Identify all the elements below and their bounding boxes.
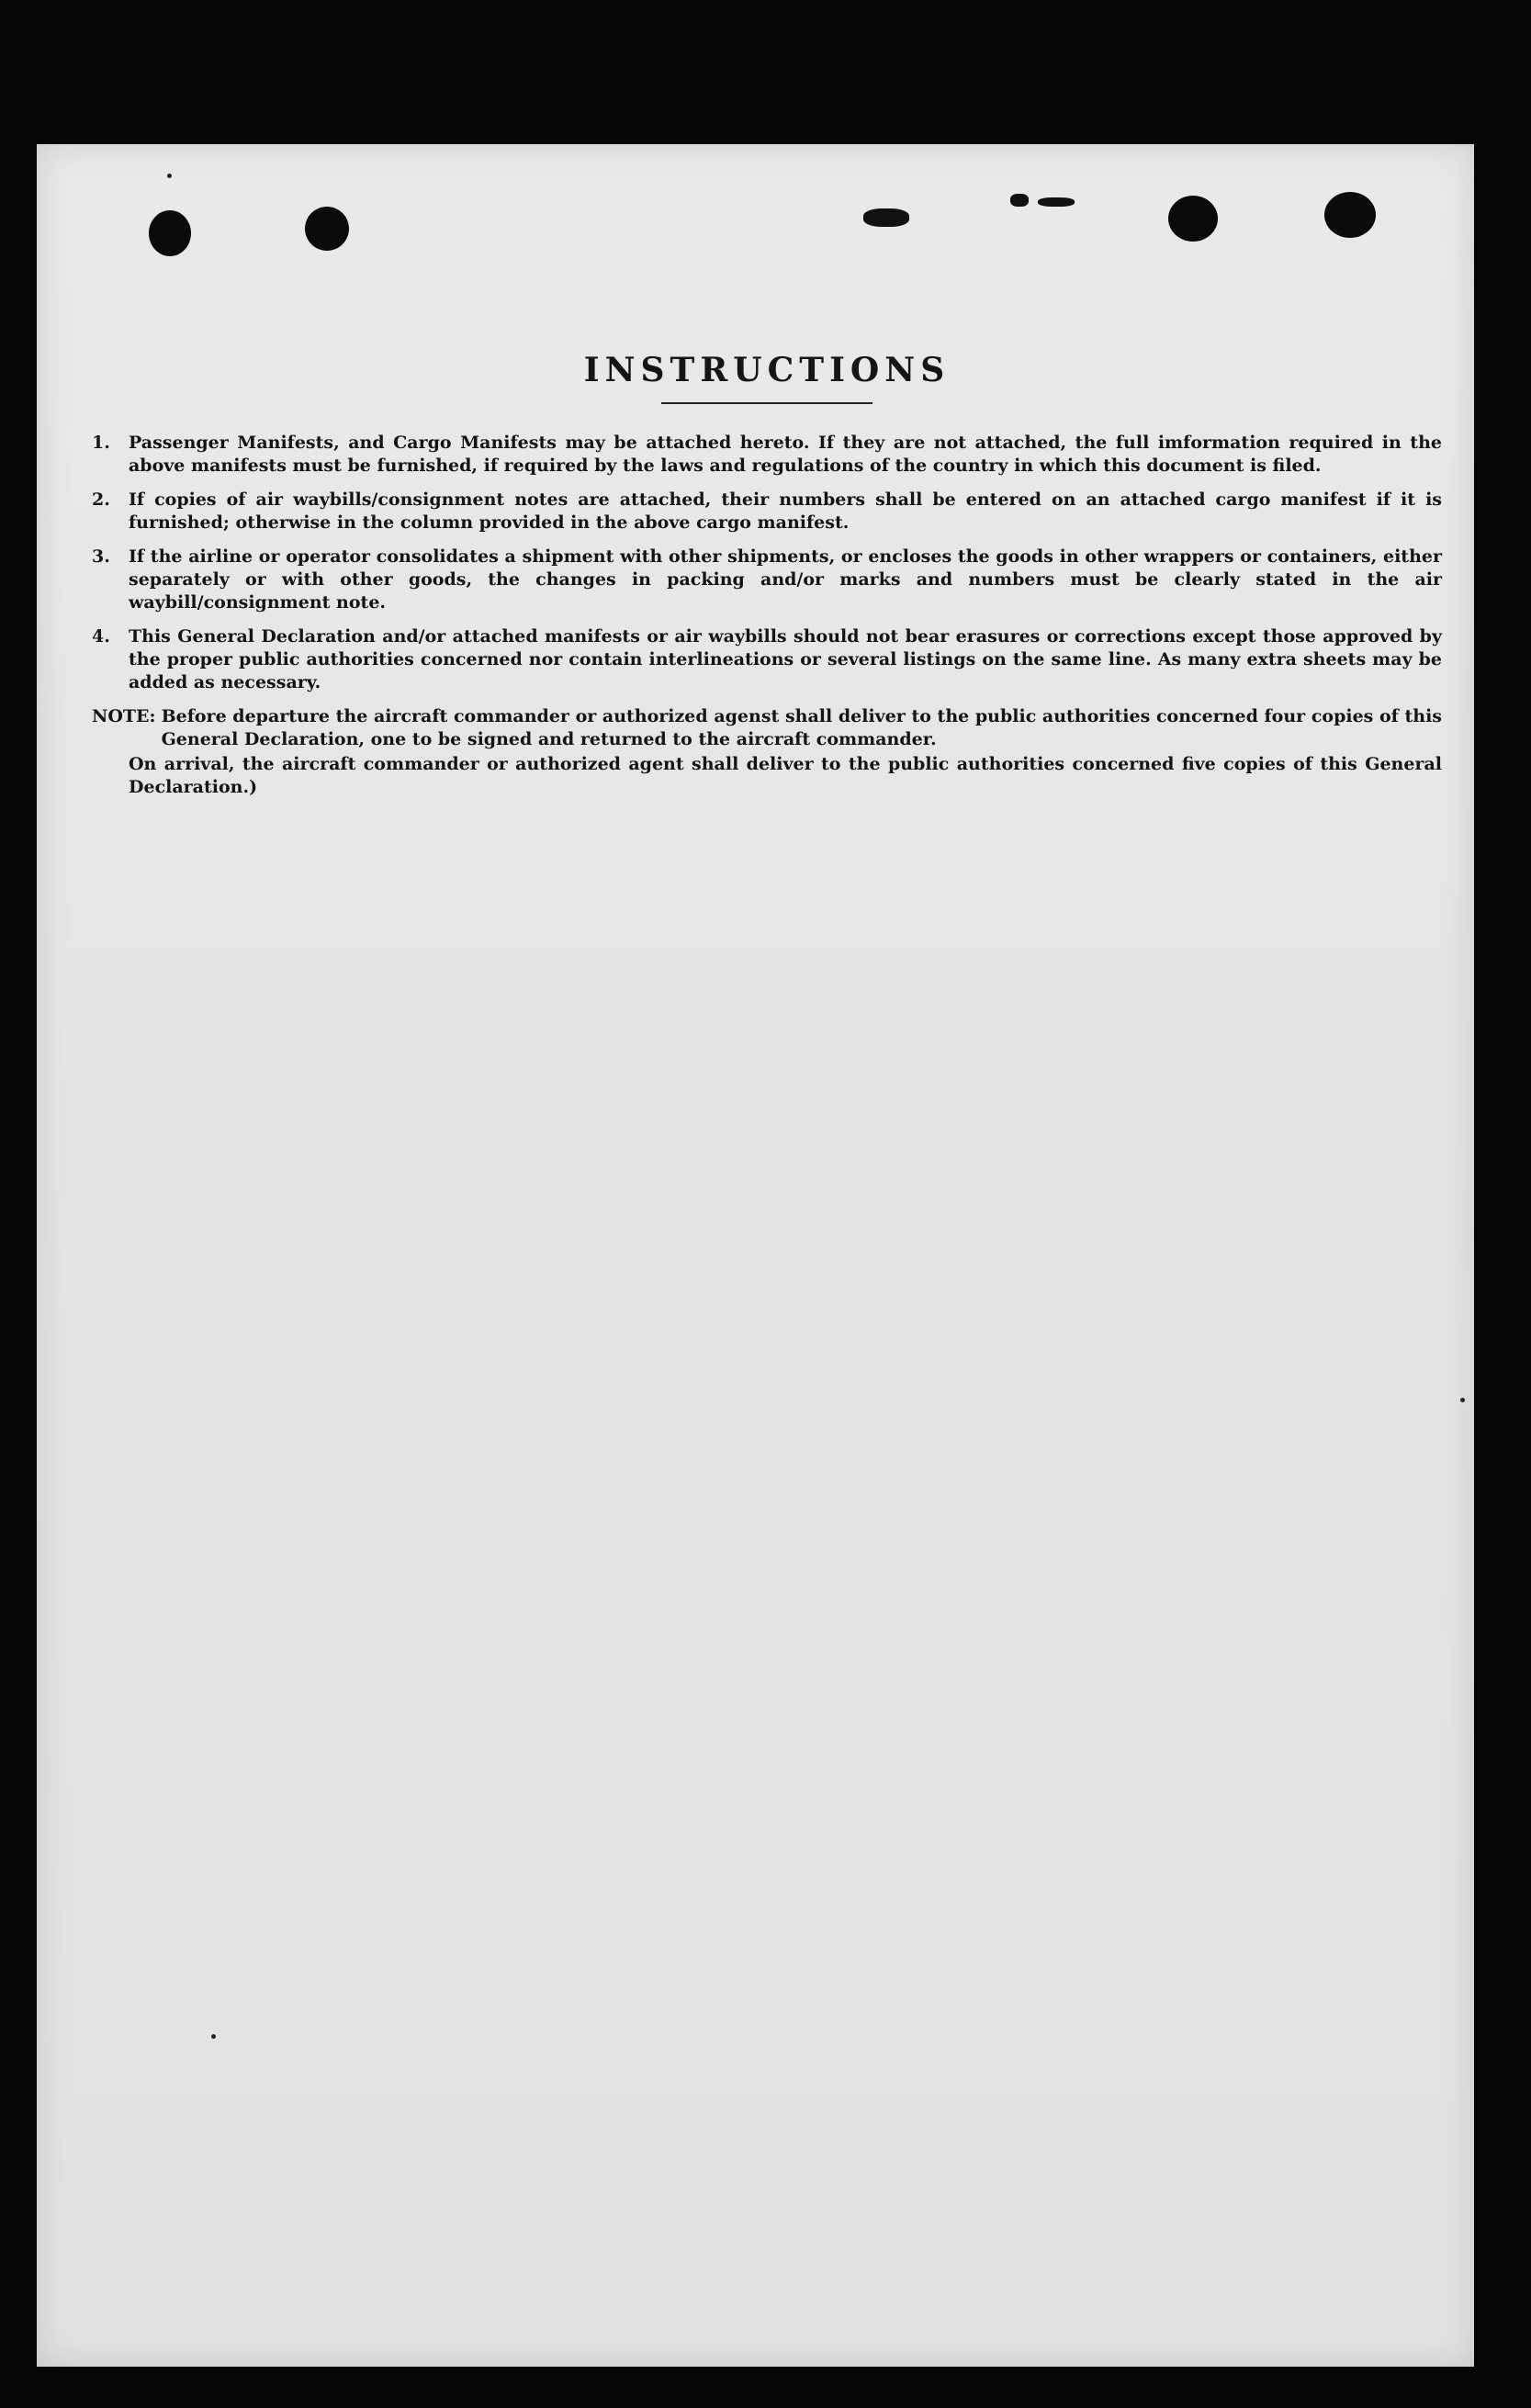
page-title: INSTRUCTIONS bbox=[583, 351, 951, 389]
instructions-section bbox=[92, 351, 1442, 799]
instruction-item bbox=[92, 489, 1442, 534]
note-text: Before departure the aircraft commander or authorized agenst shall deliver to the public authorities concerned four copies of this General Declaration, one to be signed and returned to the aircraft commander. bbox=[161, 706, 1442, 749]
punch-hole bbox=[305, 207, 349, 251]
item-number: 2. bbox=[92, 489, 110, 510]
item-text: This General Declaration and/or attached manifests or air waybills should not bear erasures or corrections except those approved by the proper public authorities concerned nor contain interlineations or several listings on the same line. As many extra sheets may be added as necessary. bbox=[129, 626, 1442, 692]
instruction-list bbox=[92, 432, 1442, 694]
item-number: 3. bbox=[92, 546, 110, 567]
instruction-item bbox=[92, 546, 1442, 614]
item-number: 4. bbox=[92, 626, 110, 647]
note-continuation: On arrival, the aircraft commander or authorized agent shall deliver to the public authorities concerned five copies of this General Declaration.) bbox=[129, 754, 1442, 797]
item-text: If the airline or operator consolidates a shipment with other shipments, or encloses the goods in other wrappers or containers, either separately or with other goods, the changes in packing and/or marks and numbers must be clearly stated in the air waybill/consignment note. bbox=[129, 546, 1442, 613]
item-text: Passenger Manifests, and Cargo Manifests may be attached hereto. If they are not attached, the full imformation required in the above manifests must be furnished, if required by the laws and regulations of the country in which this document is filed. bbox=[129, 433, 1442, 476]
instruction-item bbox=[92, 625, 1442, 694]
punch-hole bbox=[149, 210, 191, 256]
speck bbox=[211, 2034, 216, 2039]
item-number: 1. bbox=[92, 433, 110, 453]
speck bbox=[1460, 1398, 1465, 1402]
note-label: NOTE: bbox=[92, 706, 156, 726]
document-page bbox=[37, 144, 1474, 2367]
ink-blot bbox=[1038, 197, 1075, 207]
instruction-item bbox=[92, 432, 1442, 478]
note-block bbox=[92, 705, 1442, 751]
title-underline bbox=[661, 402, 872, 404]
speck bbox=[167, 174, 172, 178]
punch-hole bbox=[1168, 196, 1218, 242]
punch-hole bbox=[1324, 192, 1376, 238]
item-text: If copies of air waybills/consignment notes are attached, their numbers shall be entered on an attached cargo manifest if it is furnished; otherwise in the column provided in the above cargo manifest. bbox=[129, 489, 1442, 533]
ink-blot bbox=[1010, 194, 1029, 207]
ink-blot bbox=[863, 208, 909, 227]
